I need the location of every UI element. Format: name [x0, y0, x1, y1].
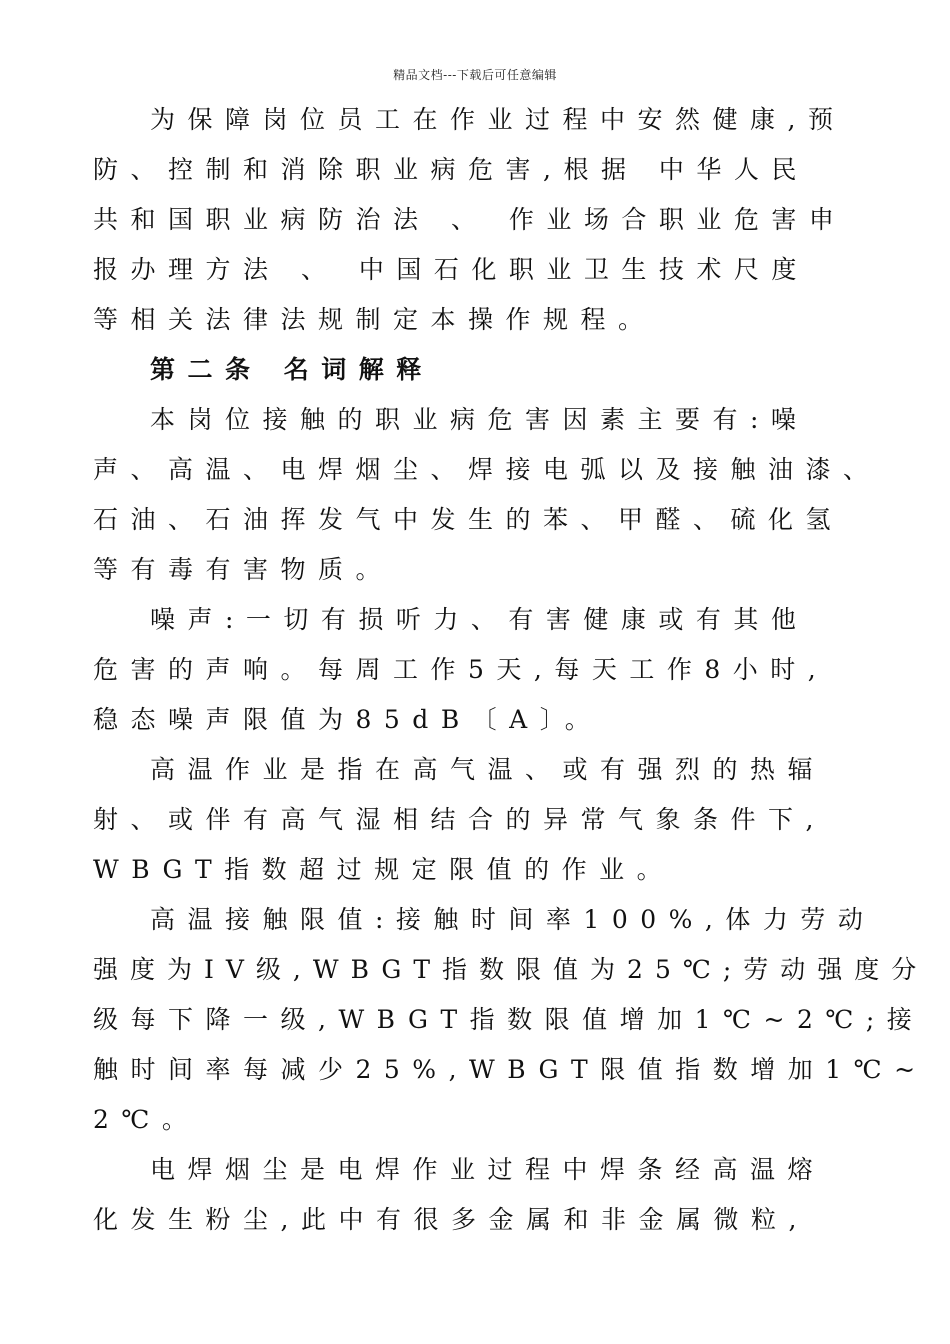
paragraph-line: 等有毒有害物质。 [93, 555, 394, 584]
paragraph-line: 2℃。 [93, 1105, 200, 1134]
paragraph-line: 射、或伴有高气湿相结合的异常气象条件下, [93, 805, 826, 834]
paragraph-line: 本岗位接触的职业病危害因素主要有:噪 [150, 405, 809, 434]
paragraph-line: 危害的声响。每周工作5天,每天工作8小时, [93, 655, 829, 684]
paragraph-line: 稳态噪声限值为85dB〔A〕。 [93, 705, 603, 734]
paragraph-line: 触时间率每减少25%,WBGT限值指数增加1℃~ [93, 1055, 928, 1084]
paragraph-line: 报办理方法 、 中国石化职业卫生技术尺度 [93, 255, 809, 284]
paragraph-line: 级每下降一级,WBGT指数限值增加1℃~2℃;接 [93, 1005, 925, 1034]
paragraph-line: 等相关法律法规制定本操作规程。 [93, 305, 656, 334]
paragraph-line: 电焊烟尘是电焊作业过程中焊条经高温熔 [150, 1155, 826, 1184]
paragraph-line: WBGT指数超过规定限值的作业。 [93, 855, 675, 884]
paragraph-line: 石油、石油挥发气中发生的苯、甲醛、硫化氢 [93, 505, 844, 534]
paragraph-line: 强度为IV级,WBGT指数限值为25℃;劳动强度分 [93, 955, 929, 984]
paragraph-line: 防、控制和消除职业病危害,根据 中华人民 [93, 155, 809, 184]
paragraph-line: 高温接触限值:接触时间率100%,体力劳动 [150, 905, 876, 934]
paragraph-line: 为保障岗位员工在作业过程中安然健康,预 [150, 105, 846, 134]
section-heading: 第二条 名词解释 [150, 355, 434, 384]
paragraph-line: 高温作业是指在高气温、或有强烈的热辐 [150, 755, 826, 784]
paragraph-line: 声、高温、电焊烟尘、焊接电弧以及接触油漆、 [93, 455, 881, 484]
page-header: 精品文档---下载后可任意编辑 [393, 68, 557, 82]
paragraph-line: 化发生粉尘,此中有很多金属和非金属微粒, [93, 1205, 809, 1234]
paragraph-line: 噪声:一切有损听力、有害健康或有其他 [150, 605, 809, 634]
paragraph-line: 共和国职业病防治法 、 作业场合职业危害申 [93, 205, 847, 234]
